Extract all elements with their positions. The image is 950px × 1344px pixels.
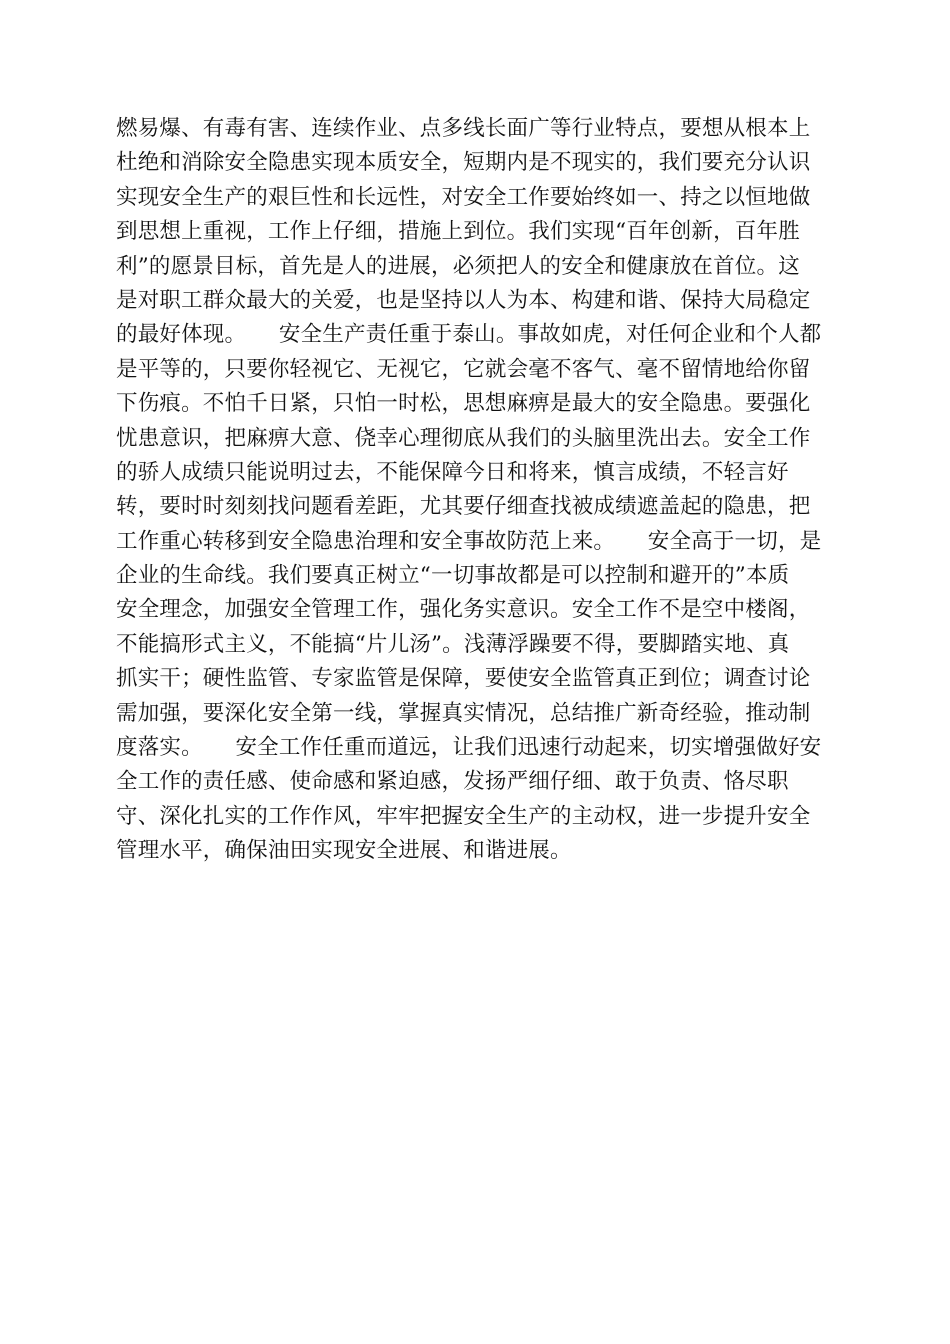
text-line: 不能搞形式主义，不能搞“片儿汤”。浅薄浮躁要不得，要脚踏实地、真	[116, 631, 790, 657]
text-line: 守、深化扎实的工作作风，牢牢把握安全生产的主动权，进一步提升安全	[116, 803, 811, 829]
text-line: 管理水平，确保油田实现安全进展、和谐进展。	[116, 838, 572, 864]
text-line: 工作重心转移到安全隐患治理和安全事故防范上来。 安全高于一切，是	[116, 528, 822, 554]
text-line: 忧患意识，把麻痹大意、侥幸心理彻底从我们的头脑里洗出去。安全工作	[116, 425, 811, 451]
text-line: 杜绝和消除安全隐患实现本质安全，短期内是不现实的，我们要充分认识	[116, 150, 811, 176]
text-line: 企业的生命线。我们要真正树立“一切事故都是可以控制和避开的”本质	[116, 563, 790, 589]
text-line: 的骄人成绩只能说明过去，不能保障今日和将来，慎言成绩，不轻言好	[116, 459, 789, 485]
text-line: 全工作的责任感、使命感和紧迫感，发扬严细仔细、敢于负责、恪尽职	[116, 769, 789, 795]
text-line: 度落实。 安全工作任重而道远，让我们迅速行动起来，切实增强做好安	[116, 735, 822, 761]
text-line: 利”的愿景目标，首先是人的进展，必须把人的安全和健康放在首位。这	[116, 253, 800, 279]
text-line: 到思想上重视，工作上仔细，措施上到位。我们实现“百年创新，百年胜	[116, 219, 800, 245]
text-line: 下伤痕。不怕千日紧，只怕一时松，思想麻痹是最大的安全隐患。要强化	[116, 391, 811, 417]
text-line: 抓实干；硬性监管、专家监管是保障，要使安全监管真正到位；调查讨论	[116, 666, 811, 692]
text-line: 实现安全生产的艰巨性和长远性，对安全工作要始终如一、持之以恒地做	[116, 184, 811, 210]
text-line: 需加强，要深化安全第一线，掌握真实情况，总结推广新奇经验，推动制	[116, 700, 811, 726]
text-line: 是对职工群众最大的关爱，也是坚持以人为本、构建和谐、保持大局稳定	[116, 287, 811, 313]
text-line: 转，要时时刻刻找问题看差距，尤其要仔细查找被成绩遮盖起的隐患，把	[116, 494, 811, 520]
text-line: 燃易爆、有毒有害、连续作业、点多线长面广等行业特点，要想从根本上	[116, 116, 811, 141]
text-line: 安全理念，加强安全管理工作，强化务实意识。安全工作不是空中楼阁，	[116, 597, 811, 623]
text-line: 是平等的，只要你轻视它、无视它，它就会毫不客气、毫不留情地给你留	[116, 356, 811, 382]
text-line: 的最好体现。 安全生产责任重于泰山。事故如虎，对任何企业和个人都	[116, 322, 822, 348]
body-text	[116, 112, 836, 869]
